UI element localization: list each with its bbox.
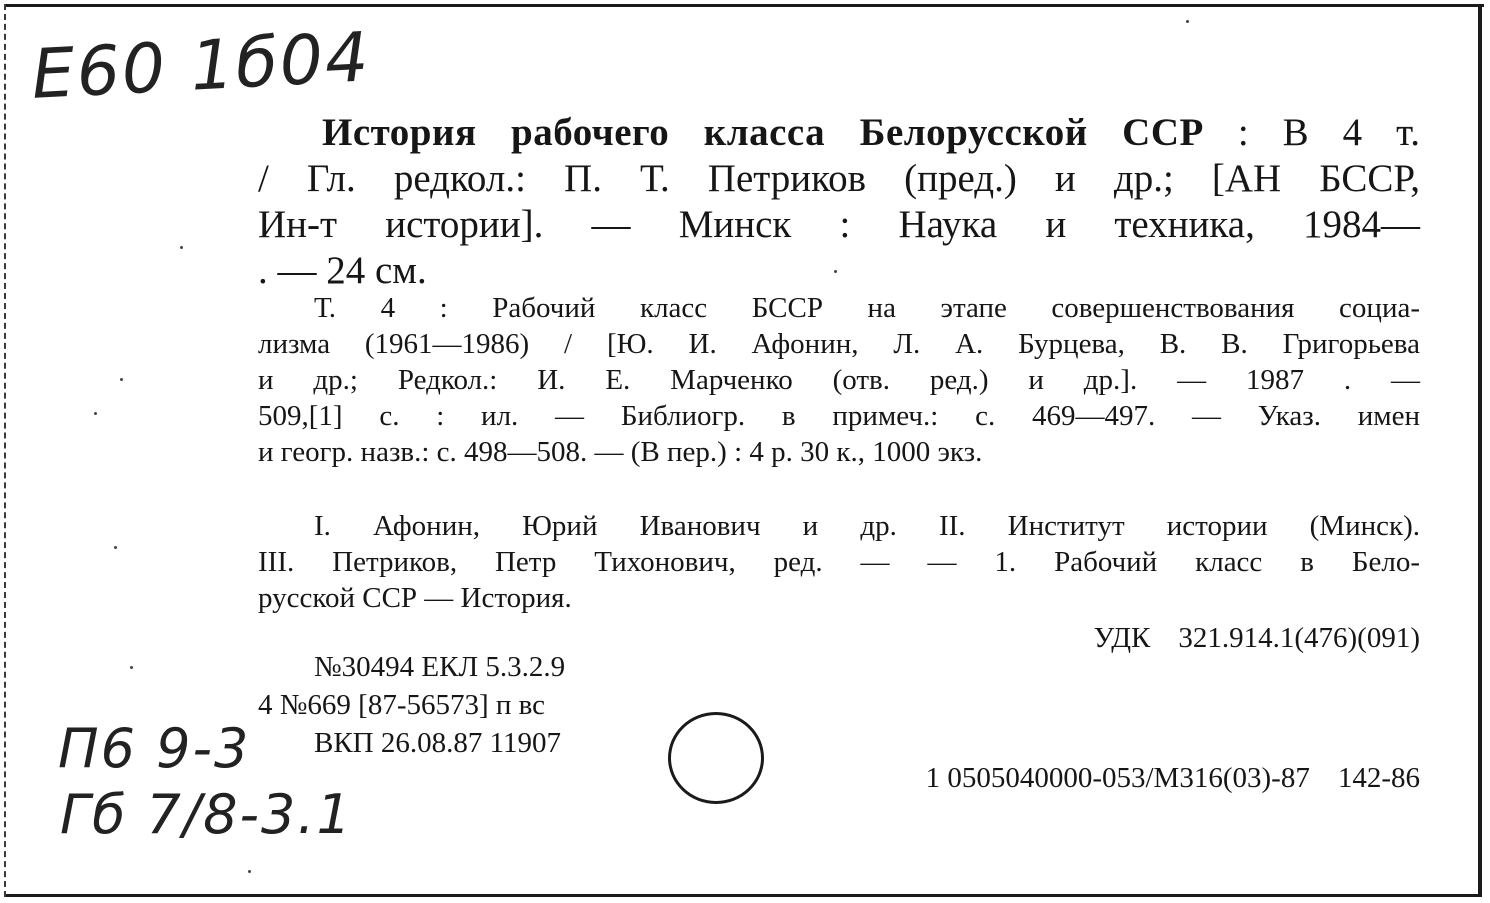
volume-line-5: и геогр. назв.: с. 498—508. — (В пер.) : 4 р. 30 к., 1000 экз. xyxy=(258,436,983,468)
scan-speck xyxy=(180,246,183,249)
card-border-right xyxy=(1478,4,1482,897)
tech-line-2: 4 №669 [87-56573] п вс xyxy=(258,689,546,721)
scan-speck xyxy=(94,412,97,415)
title-line-2: / Гл. редкол.: П. Т. Петриков (пред.) и др.; [АН БССР, xyxy=(258,157,1420,200)
notes-block xyxy=(258,508,1420,616)
title-volumes: : В 4 т. xyxy=(1237,111,1421,154)
scan-speck xyxy=(114,546,117,549)
scan-speck xyxy=(248,870,251,873)
notes-line-3: русской ССР — История. xyxy=(258,582,572,614)
index-number: 142-86 xyxy=(1337,762,1420,794)
notes-line-2: III. Петриков, Петр Тихонович, ред. — — 1. Рабочий класс в Бело- xyxy=(258,546,1420,578)
notes-line-1: I. Афонин, Юрий Иванович и др. II. Институт истории (Минск). xyxy=(314,510,1420,542)
index-line xyxy=(770,760,1420,796)
stamp-circle xyxy=(668,712,764,804)
handwritten-shelf-mark: Е60 1б04 xyxy=(29,18,373,115)
volume-block xyxy=(258,290,1420,470)
volume-line-4: 509,[1] с. : ил. — Библиогр. в примеч.: с. 469—497. — Указ. имен xyxy=(258,400,1420,432)
scan-speck xyxy=(130,666,133,669)
tech-block xyxy=(258,648,565,762)
index-code: 1 0505040000-053/М316(03)-87 xyxy=(925,762,1310,794)
book-title: История рабочего класса Белорусской ССР xyxy=(322,111,1204,154)
udk-code: 321.914.1(476)(091) xyxy=(1178,622,1420,654)
handwritten-note-1: П6 9-3 xyxy=(58,717,251,780)
title-line-1 xyxy=(258,110,1420,156)
volume-line-3: и др.; Редкол.: И. Е. Марченко (отв. ред.) и др.]. — 1987 . — xyxy=(258,364,1420,396)
handwritten-note-2: Гб 7/8-3.1 xyxy=(60,783,353,846)
scan-speck xyxy=(1186,20,1189,23)
udk-label: УДК xyxy=(1093,622,1151,654)
card-border-left-dashed xyxy=(4,4,6,897)
card-border-bottom xyxy=(6,894,1482,897)
udk-classification xyxy=(978,620,1420,656)
volume-line-2: лизма (1961—1986) / [Ю. И. Афонин, Л. А. Бурцева, В. В. Григорьева xyxy=(258,328,1420,360)
title-line-3: Ин-т истории]. — Минск : Наука и техника, 1984— xyxy=(258,203,1420,246)
title-line-4: . — 24 см. xyxy=(258,249,427,292)
title-block xyxy=(258,110,1420,294)
volume-line-1: Т. 4 : Рабочий класс БССР на этапе совершенствования социа- xyxy=(314,292,1420,324)
tech-line-1: №30494 ЕКЛ 5.3.2.9 xyxy=(314,651,566,683)
scan-speck xyxy=(120,378,123,381)
card-border-top xyxy=(6,4,1484,7)
tech-line-3: ВКП 26.08.87 11907 xyxy=(314,727,562,759)
